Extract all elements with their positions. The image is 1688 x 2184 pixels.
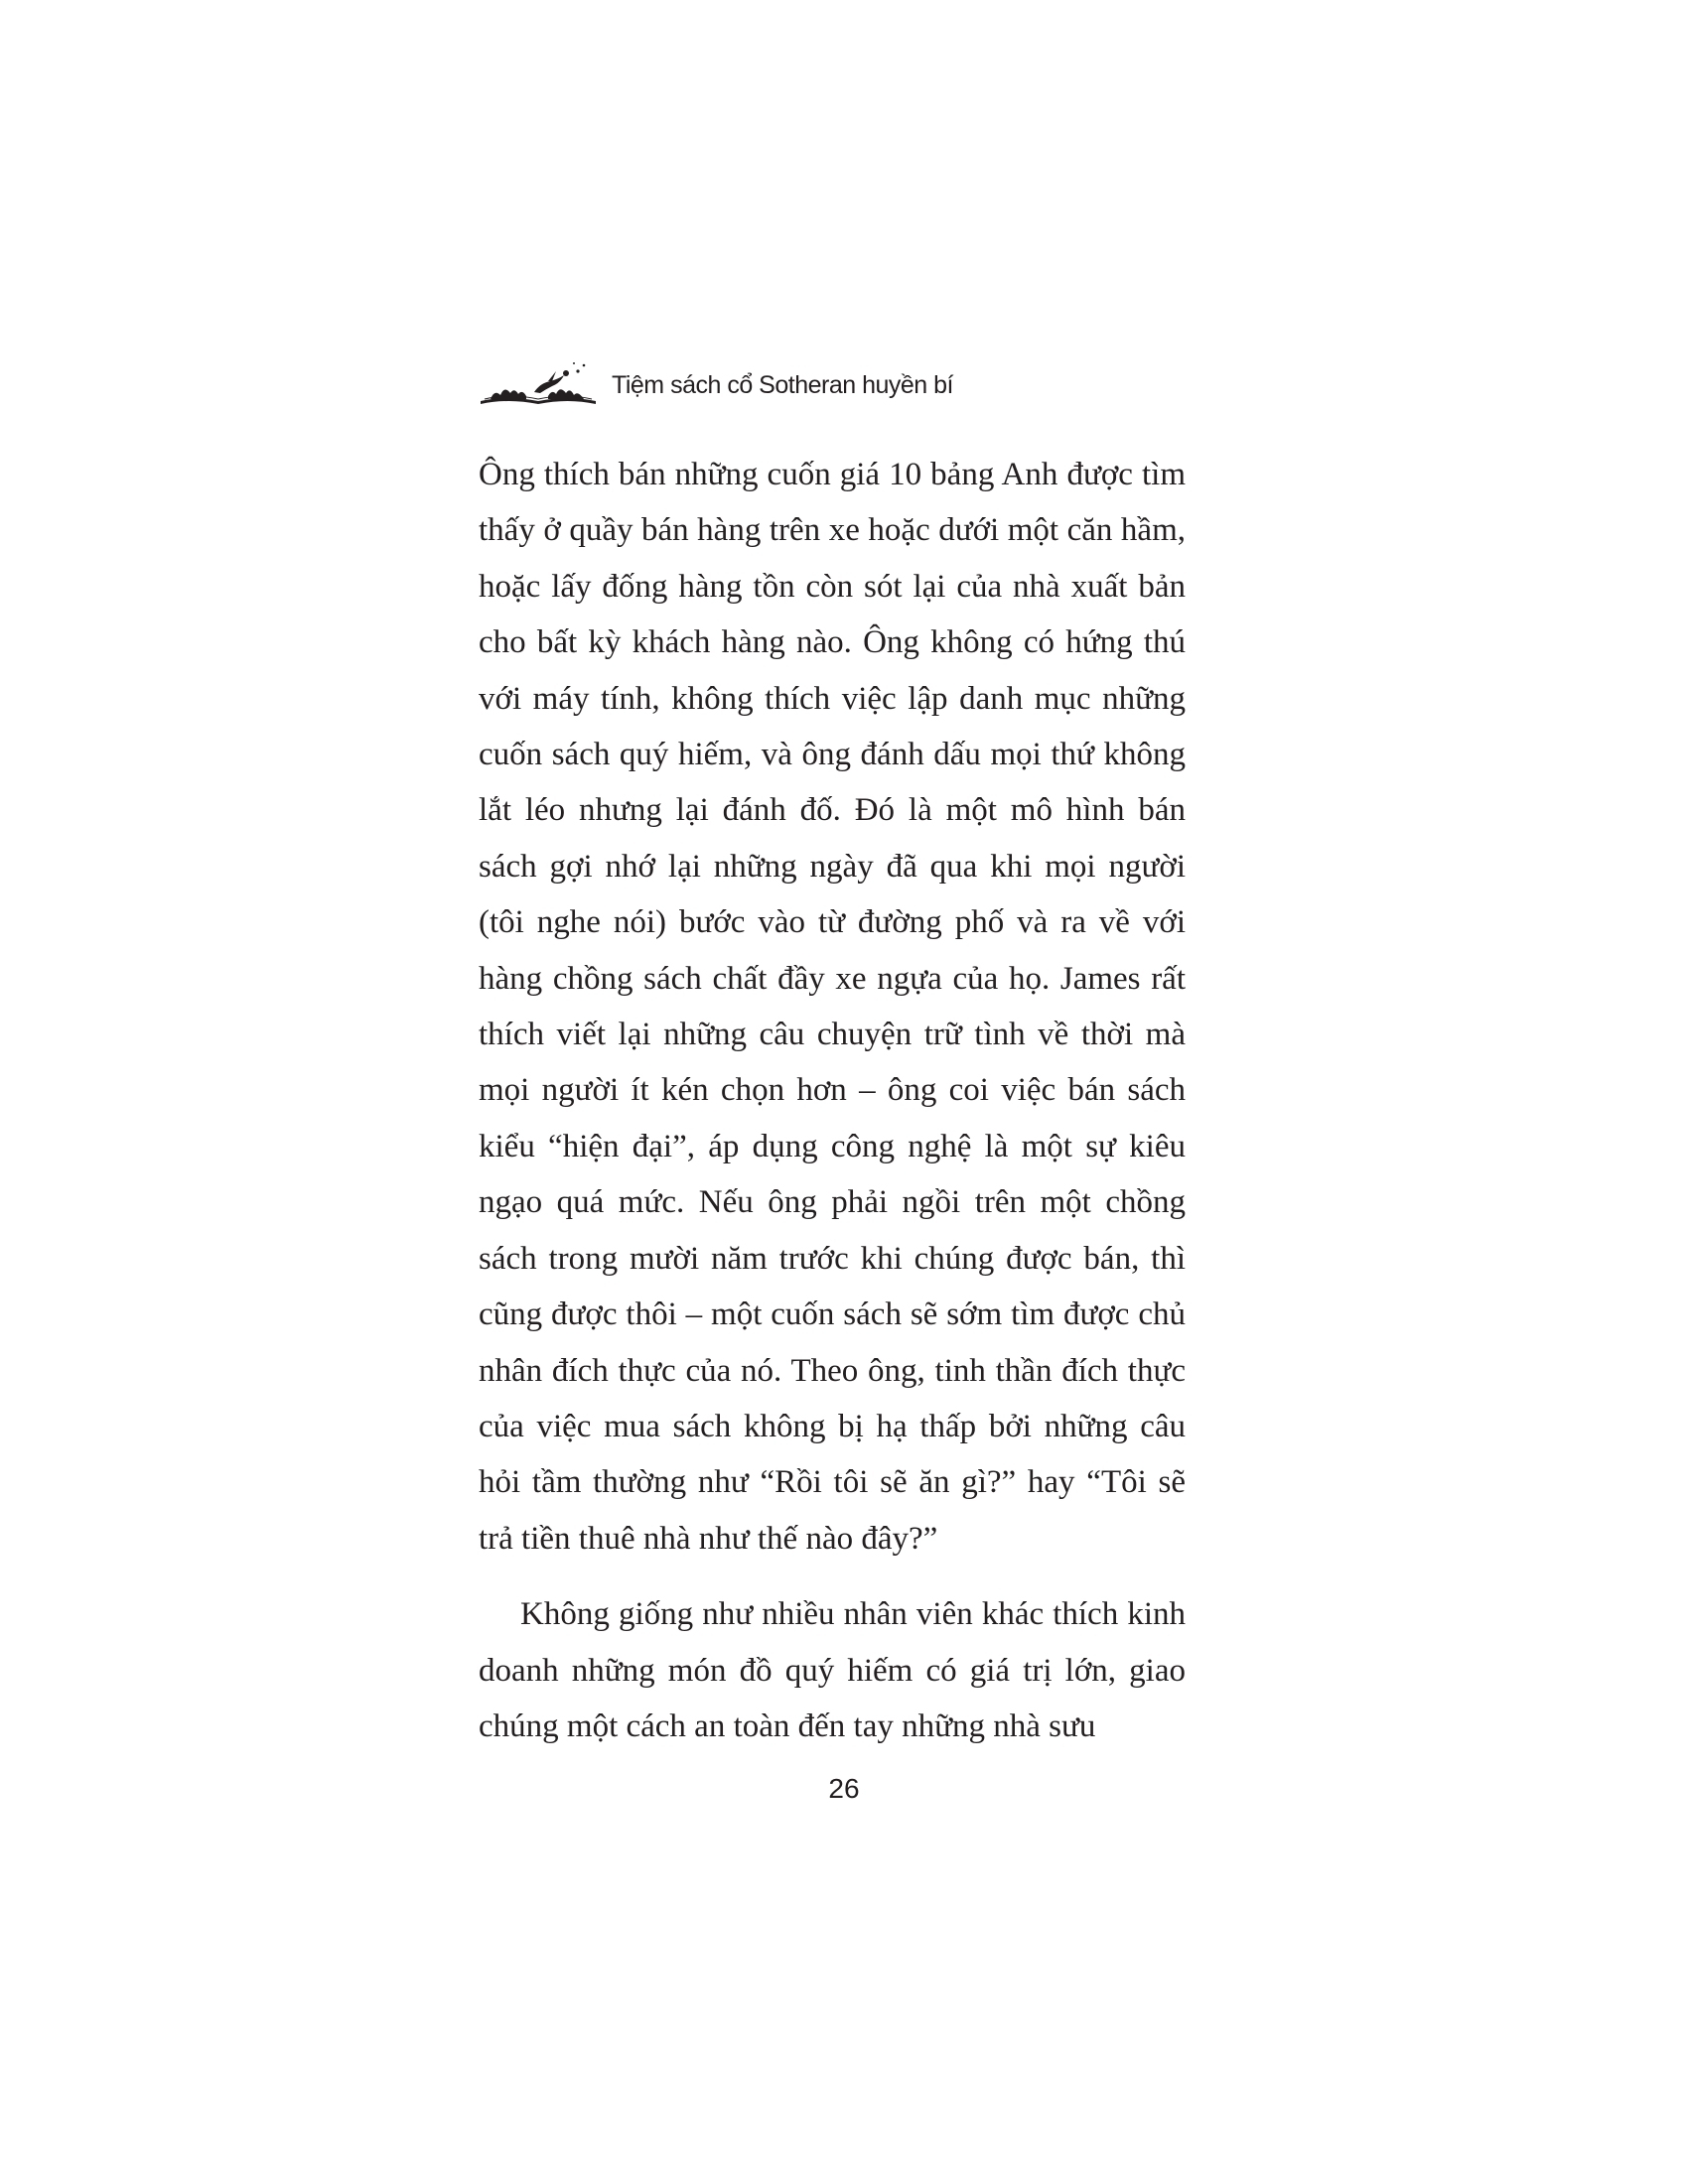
paragraph: Không giống như nhiều nhân viên khác thích kinh doanh những món đồ quý hiếm có giá trị lớn, giao chúng một cách an toàn đến tay những nhà sưu (479, 1596, 1186, 1744)
body-text (479, 447, 1186, 1754)
open-book-with-flying-figure-icon (479, 359, 598, 407)
running-header (479, 353, 953, 413)
page-number: 26 (828, 1773, 860, 1804)
running-title: Tiệm sách cổ Sotheran huyền bí (612, 370, 953, 399)
paragraph: Ông thích bán những cuốn giá 10 bảng Anh được tìm thấy ở quầy bán hàng trên xe hoặc dưới một căn hầm, hoặc lấy đống hàng tồn còn sót lại của nhà xuất bản cho bất kỳ khách hàng nào. Ông không có hứng thú với máy tính, không thích việc lập danh mục những cuốn sách quý hiếm, và ông đánh dấu mọi thứ không lắt léo nhưng lại đánh đố. Đó là một mô hình bán sách gợi nhớ lại những ngày đã qua khi mọi người (tôi nghe nói) bước vào từ đường phố và ra về với hàng chồng sách chất đầy xe ngựa của họ. James rất thích viết lại những câu chuyện trữ tình về thời mà mọi người ít kén chọn hơn – ông coi việc bán sách kiểu “hiện đại”, áp dụng công nghệ là một sự kiêu ngạo quá mức. Nếu ông phải ngồi trên một chồng sách trong mười năm trước khi chúng được bán, thì cũng được thôi – một cuốn sách sẽ sớm tìm được chủ nhân đích thực của nó. Theo ông, tinh thần đích thực của việc mua sách không bị hạ thấp bởi những câu hỏi tầm thường như “Rồi tôi sẽ ăn gì?” hay “Tôi sẽ trả tiền thuê nhà như thế nào đây?” (479, 457, 1186, 1557)
